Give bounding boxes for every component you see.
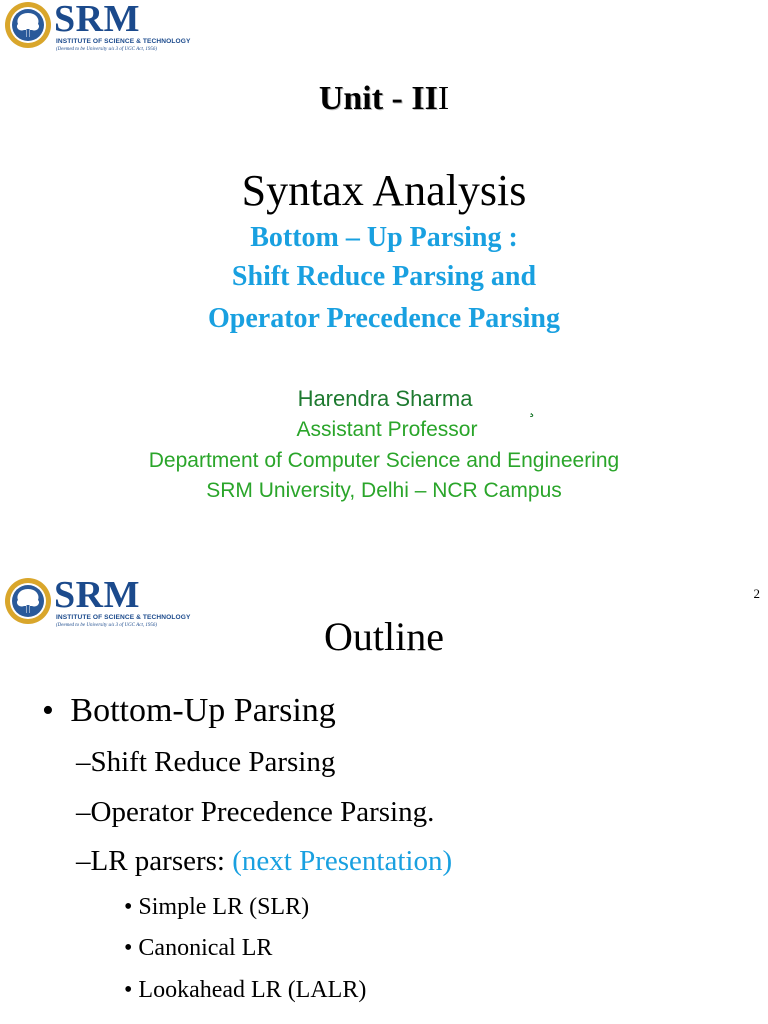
list-item-text: Operator Precedence Parsing. — [90, 796, 435, 828]
bullet-marker: • — [42, 692, 54, 729]
slide-title: Syntax Analysis — [241, 166, 527, 215]
list-item — [76, 746, 335, 779]
list-item — [124, 935, 272, 962]
author-department: Department of Computer Science and Engineering — [148, 449, 620, 472]
list-item — [76, 845, 452, 878]
author-university: SRM University, Delhi – NCR Campus — [206, 479, 562, 502]
srm-logo — [4, 0, 191, 57]
list-item — [124, 977, 366, 1004]
logo-brand-text: SRM — [54, 0, 140, 40]
logo-institute-text: INSTITUTE OF SCIENCE & TECHNOLOGY — [56, 614, 191, 621]
list-item-text: Simple LR (SLR) — [138, 894, 310, 920]
list-item-accent: (next Presentation) — [232, 845, 453, 877]
logo-brand-text: SRM — [54, 574, 140, 616]
tree-seal-icon — [4, 1, 52, 49]
unit-title-extra: I — [437, 80, 450, 117]
author-mark: ¸ — [529, 397, 535, 417]
list-item-text: Lookahead LR (LALR) — [138, 977, 367, 1003]
bullet-marker: • — [124, 894, 133, 920]
outline-slide — [0, 565, 768, 1024]
list-item-text: Bottom-Up Parsing — [70, 692, 336, 729]
logo-institute-text: INSTITUTE OF SCIENCE & TECHNOLOGY — [56, 38, 191, 45]
unit-title — [0, 80, 768, 118]
author-role: Assistant Professor — [296, 418, 478, 441]
subtitle-line: Shift Reduce Parsing and — [231, 261, 537, 292]
logo-deemed-text: (Deemed to be University u/s 3 of UGC Act, 1956) — [56, 47, 157, 52]
bullet-marker: • — [124, 977, 133, 1003]
bullet-marker: – — [76, 845, 91, 877]
bullet-marker: – — [76, 746, 91, 778]
unit-title-text: Unit - II — [318, 80, 438, 117]
list-item — [76, 796, 434, 829]
page-number: 2 — [753, 586, 760, 601]
list-item — [42, 692, 336, 730]
author-name: Harendra Sharma — [297, 386, 473, 411]
bullet-marker: • — [124, 935, 133, 961]
subtitle-line: Bottom – Up Parsing : — [250, 222, 518, 253]
logo-deemed-text: (Deemed to be University u/s 3 of UGC Act, 1956) — [56, 623, 157, 628]
list-item — [124, 894, 309, 921]
list-item-text: Canonical LR — [138, 935, 273, 961]
list-item-text: LR parsers: — [90, 845, 233, 877]
list-item-text: Shift Reduce Parsing — [90, 746, 336, 778]
slide-title: Outline — [324, 614, 444, 659]
bullet-marker: – — [76, 796, 91, 828]
subtitle-line: Operator Precedence Parsing — [208, 303, 560, 334]
